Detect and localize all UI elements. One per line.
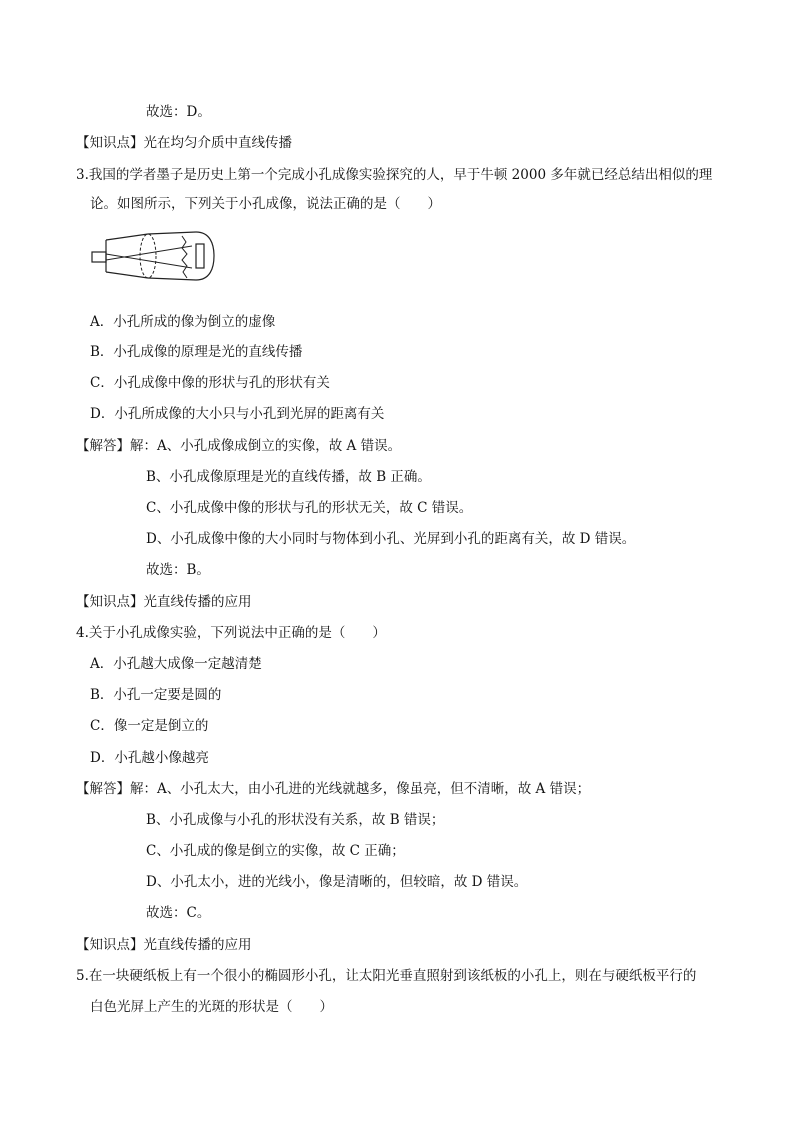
q4-answer-c: C、小孔成的像是倒立的实像，故 C 正确； <box>146 843 405 859</box>
pinhole-camera-figure <box>88 228 218 284</box>
q4-answer-d: D、小孔太小，进的光线小，像是清晰的，但较暗，故 D 错误。 <box>146 874 528 890</box>
q2-conclusion: 故选：D。 <box>146 104 211 120</box>
screen-image <box>196 244 204 268</box>
barrel-ellipse <box>140 234 156 278</box>
q3-stem-line2: 论。如图所示，下列关于小孔成像，说法正确的是（ ） <box>90 196 441 212</box>
q3-answer-b: B、小孔成像原理是光的直线传播，故 B 正确。 <box>146 469 431 485</box>
q4-option-a: A．小孔越大成像一定越清楚 <box>90 656 262 672</box>
q3-option-c: C．小孔成像中像的形状与孔的形状有关 <box>90 375 330 391</box>
q3-answer-a: 【解答】解：A、小孔成像成倒立的实像，故 A 错误。 <box>76 438 402 454</box>
q3-stem-line1: 3.我国的学者墨子是历史上第一个完成小孔成像实验探究的人，早于牛顿 2000 多年就已经总结出相似的理 <box>76 167 713 183</box>
q4-knowledge-point: 【知识点】光直线传播的应用 <box>76 937 252 953</box>
q4-answer-a: 【解答】解：A、小孔太大，由小孔进的光线就越多，像虽亮，但不清晰，故 A 错误； <box>76 781 591 797</box>
q4-option-d: D．小孔越小像越亮 <box>90 750 209 766</box>
q5-stem-line2: 白色光屏上产生的光斑的形状是（ ） <box>90 999 333 1015</box>
q4-option-c: C．像一定是倒立的 <box>90 718 209 734</box>
q3-conclusion: 故选：B。 <box>146 562 210 578</box>
q4-answer-b: B、小孔成像与小孔的形状没有关系，故 B 错误； <box>146 812 445 828</box>
q3-option-d: D．小孔所成像的大小只与小孔到光屏的距离有关 <box>90 406 385 422</box>
q3-answer-d: D、小孔成像中像的大小同时与物体到小孔、光屏到小孔的距离有关，故 D 错误。 <box>146 531 636 547</box>
q4-option-b: B．小孔一定要是圆的 <box>90 687 222 703</box>
candle-object <box>92 252 106 262</box>
q3-answer-c: C、小孔成像中像的形状与孔的形状无关，故 C 错误。 <box>146 500 473 516</box>
q3-option-a: A．小孔所成的像为倒立的虚像 <box>90 314 276 330</box>
q4-stem: 4.关于小孔成像实验，下列说法中正确的是（ ） <box>76 625 386 641</box>
q2-knowledge-point: 【知识点】光在均匀介质中直线传播 <box>76 135 292 151</box>
q3-option-b: B．小孔成像的原理是光的直线传播 <box>90 344 303 360</box>
q4-conclusion: 故选：C。 <box>146 905 211 921</box>
q3-knowledge-point: 【知识点】光直线传播的应用 <box>76 594 252 610</box>
q5-stem-line1: 5.在一块硬纸板上有一个很小的椭圆形小孔，让太阳光垂直照射到该纸板的小孔上，则在与硬纸板平行的 <box>76 968 697 984</box>
